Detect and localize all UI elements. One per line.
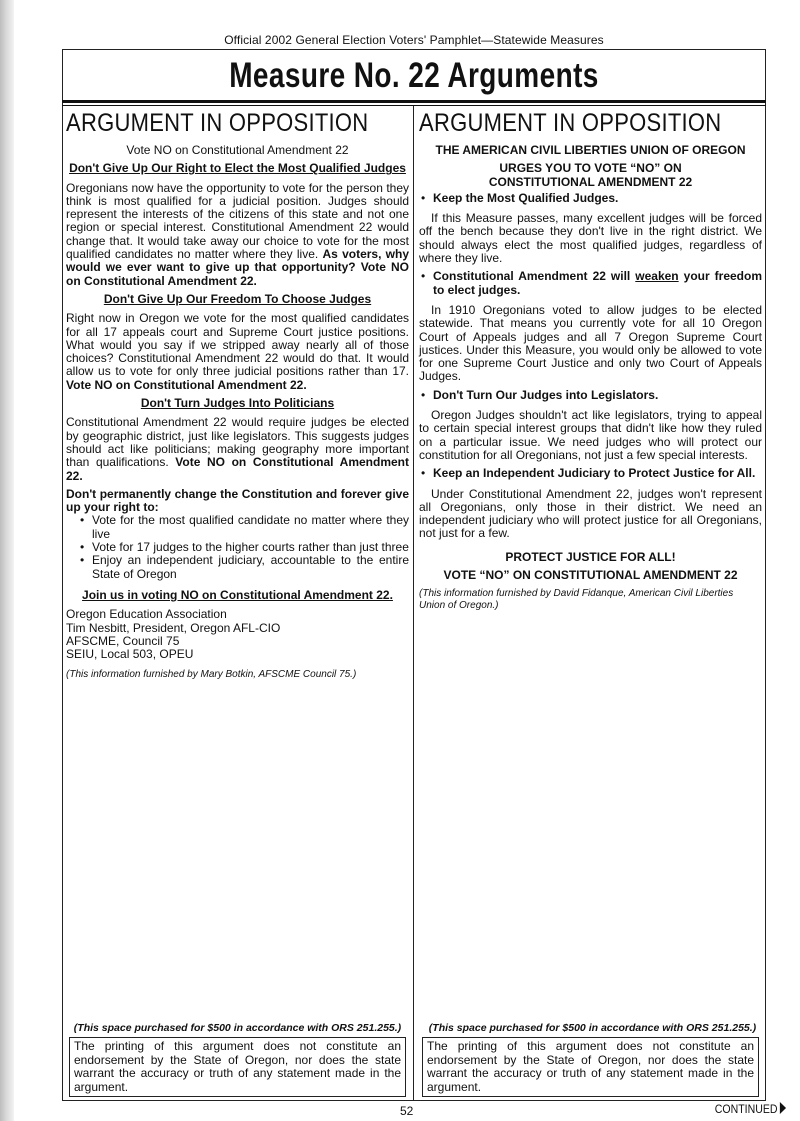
scan-edge [0, 0, 14, 1121]
left-intro: Vote NO on Constitutional Amendment 22 [126, 143, 349, 157]
right-paid-note: (This space purchased for $500 in accordance with ORS 251.255.) [428, 1022, 757, 1034]
right-vote-text: VOTE “NO” ON CONSTITUTIONAL AMENDMENT 22 [443, 568, 738, 583]
column-divider [413, 106, 414, 1101]
left-paragraph-2-bold: Vote NO on Constitutional Amendment 22. [66, 377, 307, 392]
right-disclaimer: The printing of this argument does not constitute an endorsement by the State of Oregon, nor does the state warrant the accuracy or truth of any statement made in the argument. [422, 1037, 759, 1097]
right-bullet-1 [419, 192, 762, 205]
right-org-text: THE AMERICAN CIVIL LIBERTIES UNION OF OREGON [435, 143, 746, 157]
left-paragraph-2 [66, 312, 409, 392]
left-paragraph-3 [66, 416, 409, 482]
left-paragraph-4-bold: Don't permanently change the Constitution and forever give up your right to: [66, 486, 409, 515]
page-title: Measure No. 22 Arguments [229, 56, 599, 95]
right-argument [419, 108, 762, 612]
left-paragraph-1 [66, 182, 409, 288]
right-bullet-2-underlined: weaken [635, 269, 679, 284]
right-bullet-3 [419, 389, 762, 402]
right-bullet-2 [419, 270, 762, 297]
right-paragraph-3: Oregon Judges shouldn't act like legislators, trying to appeal to certain special interest groups that didn't like how they ruled on a particular issue. We need judges who will protect our constitution for all Oregonians, not just a few special interests. [419, 408, 762, 462]
right-paragraph-4: Under Constitutional Amendment 22, judges won't represent all Oregonians, only those in their district. We need an independent judiciary who will protect justice for all Oregonians, not just for a few. [419, 486, 762, 541]
right-paragraph-1: If this Measure passes, many excellent judges will be forced off the bench because they don't live in the right district. We should always elect the most qualified judges, regardless of where they live. [419, 211, 762, 266]
left-disclaimer: The printing of this argument does not constitute an endorsement by the State of Oregon, nor does the state warrant the accuracy or truth of any statement made in the argument. [69, 1037, 406, 1097]
running-head: Official 2002 General Election Voters' Pamphlet—Statewide Measures [224, 33, 604, 47]
left-bullet-item: • Vote for 17 judges to the higher courts rather than just three [66, 541, 409, 554]
left-paragraph-3-bold: Vote NO on Constitutional Amendment 22. [66, 455, 409, 483]
left-subheading-2: Don't Give Up Our Freedom To Choose Judges [103, 291, 372, 306]
continued-text: CONTINUED [714, 1102, 778, 1116]
left-bullet-item: • Vote for the most qualified candidate no matter where they live [66, 514, 409, 541]
right-urges [419, 162, 762, 189]
right-org [419, 144, 762, 157]
arrow-right-icon [780, 1102, 786, 1114]
right-bullet-2-pre: Constitutional Amendment 22 will [433, 269, 636, 284]
left-paragraph-1-bold: As voters, why would we ever want to give up that opportunity? Vote NO on Constitutional Amendment 22. [66, 247, 410, 288]
left-subheading-3: Don't Turn Judges Into Politicians [140, 396, 335, 411]
right-furnished-note: (This information furnished by David Fidanque, American Civil Liberties Union of Oregon.) [419, 588, 734, 612]
right-paragraph-2: In 1910 Oregonians voted to allow judges to be elected statewide. That means you currently vote for all 10 Oregon Court of Appeals judges and all 7 Oregon Supreme Court justices. Under this Measure, you would only be allowed to vote for one Supreme Court Justice and only two Court of Appeals Judges. [419, 302, 762, 384]
left-argument [66, 108, 409, 681]
left-paragraph-1-text: Oregonians now have the opportunity to vote for the person they think is most qualified for a judicial position. Judges should represent the interests of the citizens of this state and not one region or special interest. Constitutional Amendment 22 would change that. It would take away our choice to vote for the most qualified candidates no matter where they live. [66, 180, 409, 262]
title-rule-thin [62, 105, 766, 106]
right-bullet-3-text: Don't Turn Our Judges into Legislators. [433, 387, 659, 402]
left-signer: AFSCME, Council 75 [66, 633, 180, 648]
left-paragraph-2-text: Right now in Oregon we vote for the most qualified candidates for all 17 appeals court and Supreme Court justice positions. What would you say if we stripped away nearly all of those choices? Constitutional Amendment 22 would do that. It would allow us to vote for only three judicial positions rather than 17. [66, 311, 409, 379]
left-join-line: Join us in voting NO on Constitutional Amendment 22. [82, 587, 393, 602]
left-paragraph-4 [66, 488, 409, 515]
right-heading: ARGUMENT IN OPPOSITION [419, 109, 722, 137]
right-bullet-4 [419, 467, 762, 480]
right-vote [419, 569, 762, 582]
right-bullet-4-text: Keep an Independent Judiciary to Protect Justice for All. [433, 466, 756, 481]
left-furnished-note: (This information furnished by Mary Botkin, AFSCME Council 75.) [66, 669, 357, 681]
left-heading: ARGUMENT IN OPPOSITION [66, 109, 369, 137]
left-paid-note: (This space purchased for $500 in accordance with ORS 251.255.) [73, 1022, 402, 1034]
left-signers [66, 608, 409, 661]
left-subheading-1: Don't Give Up Our Right to Elect the Most Qualified Judges [69, 161, 406, 176]
right-bullet-2-post: your freedom to elect judges. [433, 269, 763, 297]
right-protect [419, 551, 762, 564]
left-signer: Oregon Education Association [66, 607, 227, 622]
right-bullet-1-text: Keep the Most Qualified Judges. [433, 190, 619, 205]
right-urges-line-2: CONSTITUTIONAL AMENDMENT 22 [488, 174, 693, 189]
right-urges-line-1: URGES YOU TO VOTE “NO” ON [499, 161, 682, 176]
title-rule-thick [62, 100, 766, 103]
left-signer: Tim Nesbitt, President, Oregon AFL-CIO [66, 620, 281, 635]
right-protect-text: PROTECT JUSTICE FOR ALL! [505, 549, 676, 564]
left-signer: SEIU, Local 503, OPEU [66, 647, 194, 662]
continued-marker [714, 1102, 786, 1116]
left-paragraph-3-text: Constitutional Amendment 22 would require judges be elected by geographic district, just like legislators. This suggests judges should act like politicians; making geography more important than qualifications. [66, 415, 409, 470]
left-bullet-item: • Enjoy an independent judiciary, accountable to the entire State of Oregon [66, 554, 409, 581]
page-number: 52 [400, 1104, 414, 1118]
